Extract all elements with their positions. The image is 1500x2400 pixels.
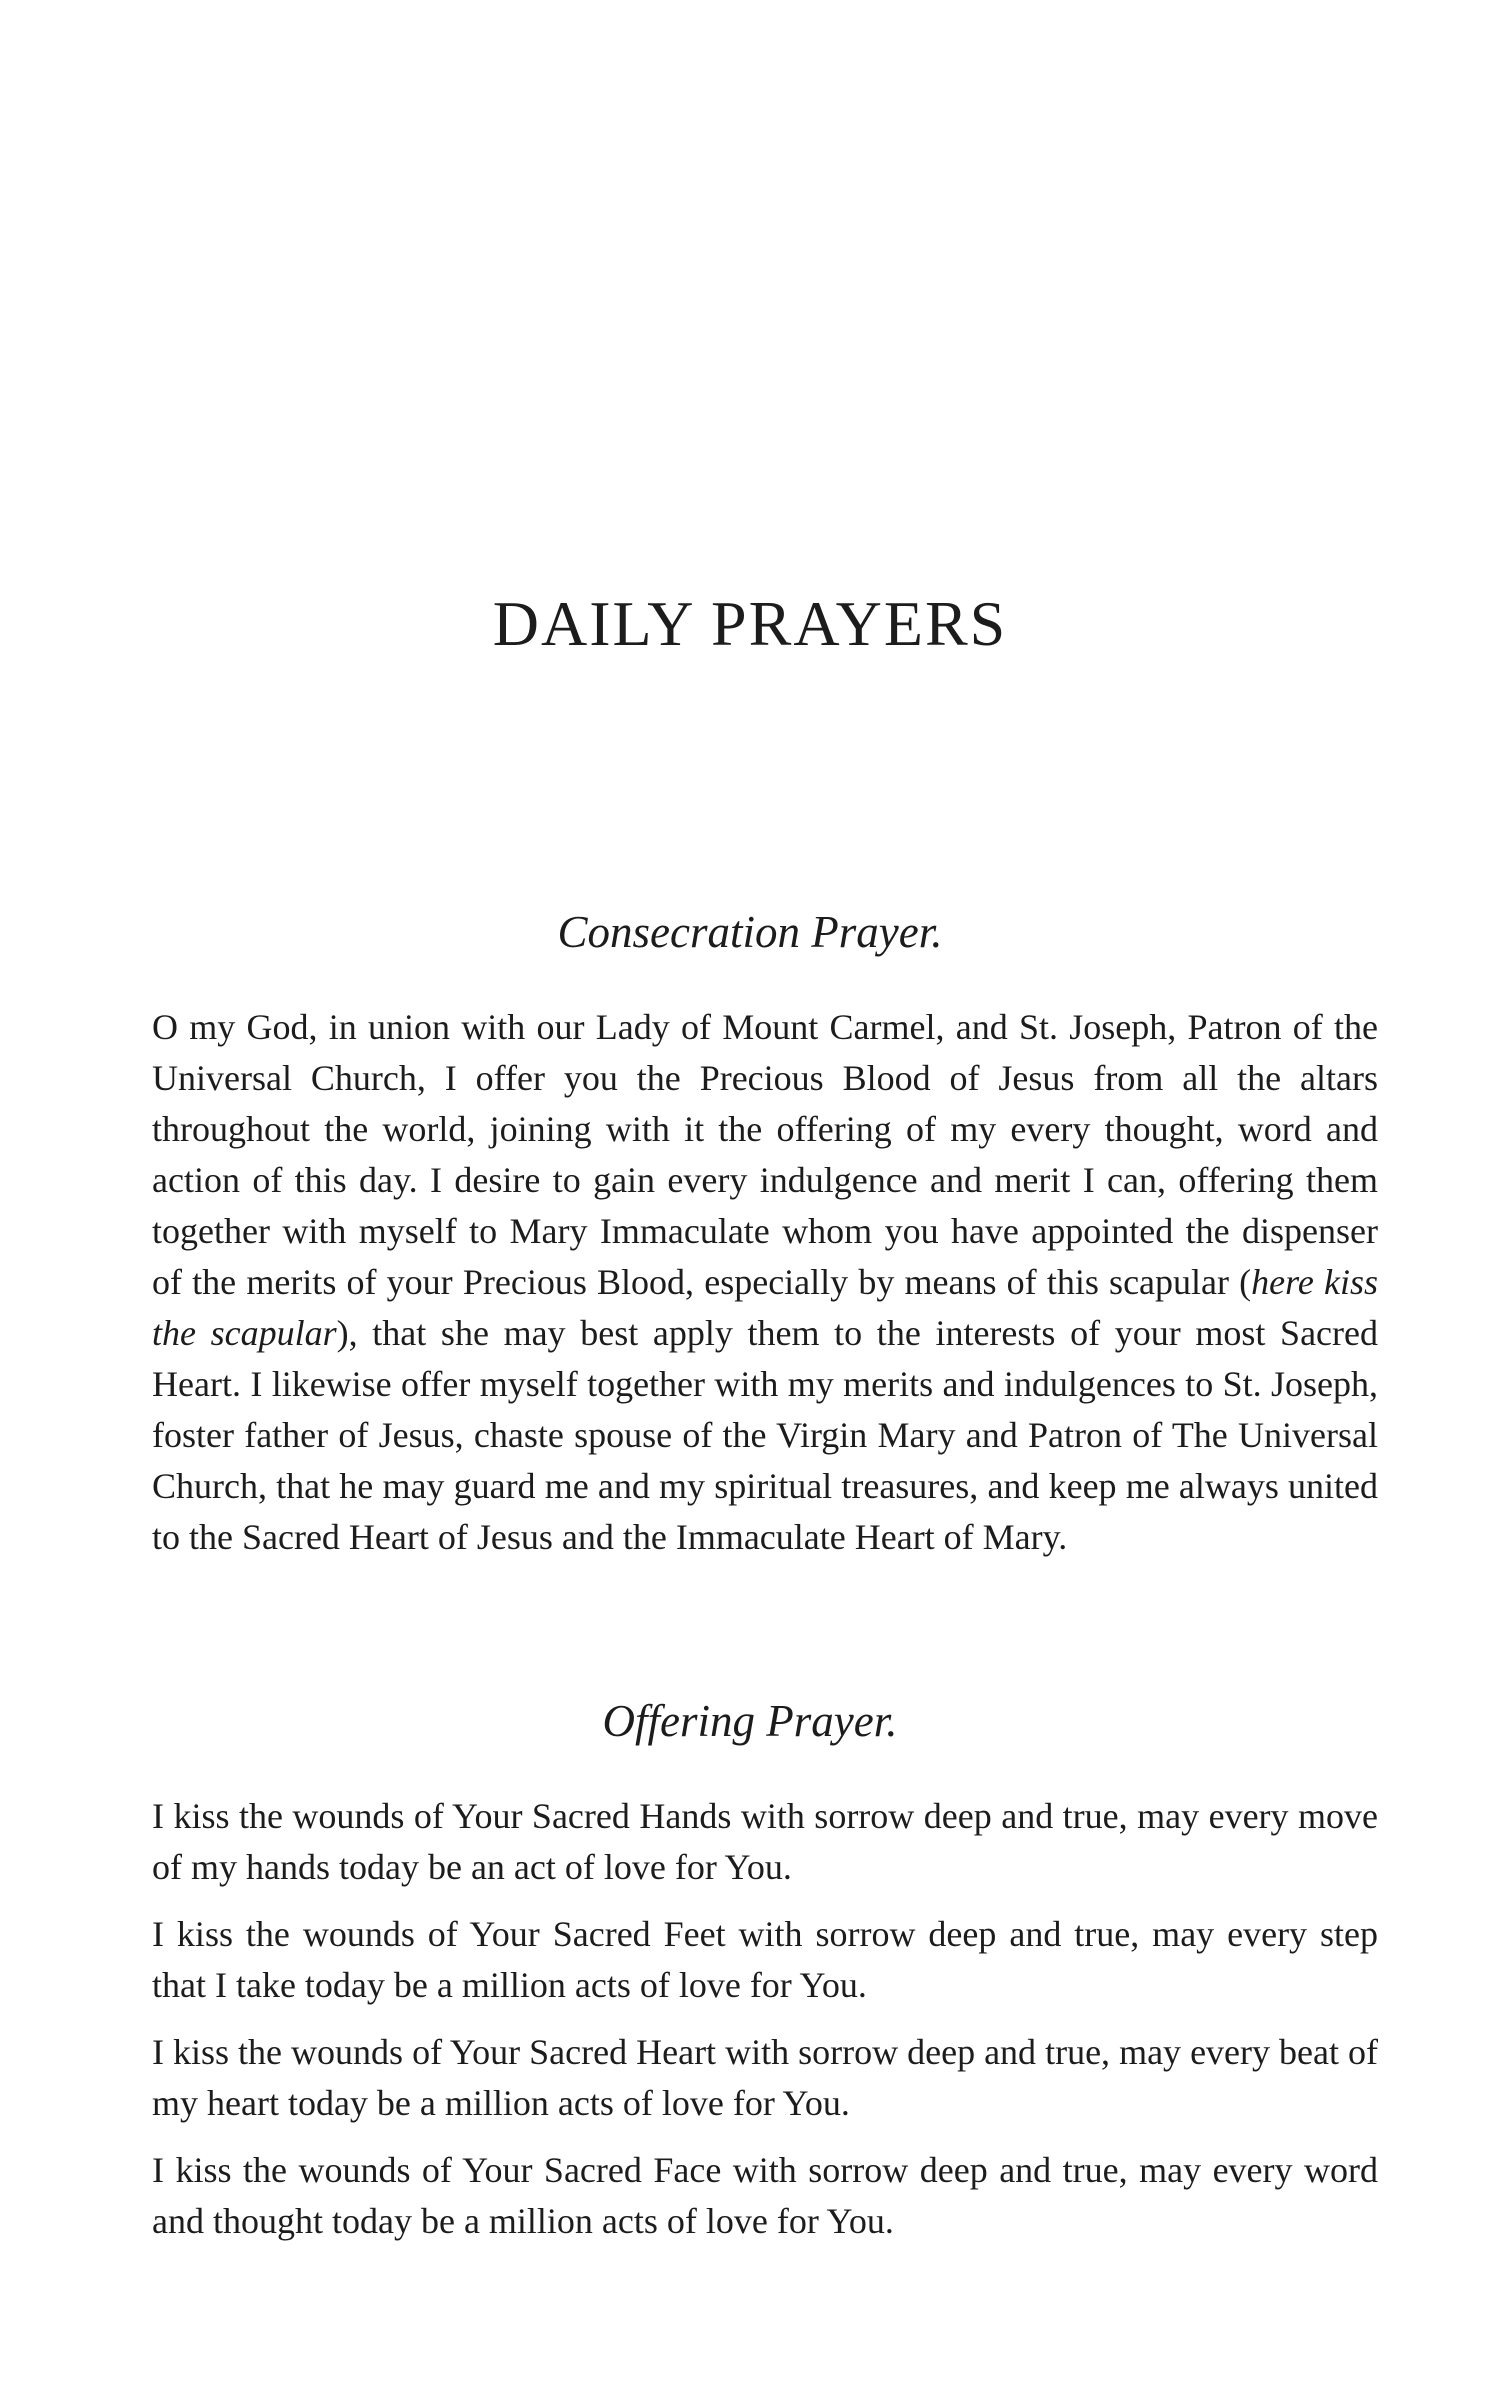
consecration-prayer-text — [152, 1002, 1378, 1563]
offering-paragraph-heart: I kiss the wounds of Your Sacred Heart with sorrow deep and true, may every beat of my heart today be a million acts of love for You. — [152, 2032, 1378, 2123]
offering-prayer-heading: Offering Prayer. — [602, 1696, 898, 1746]
consecration-prayer-heading: Consecration Prayer. — [557, 907, 943, 957]
consecration-text-part2: ), that she may best apply them to the interests of your most Sacred Heart. I likewise offer myself together with my merits and indulgences to St. Joseph, foster father of Jesus, chaste spouse of the Virgin Mary and Patron of The Universal Church, that he may guard me and my spiritual treasures, and keep me always united to the Sacred Heart of Jesus and the Immaculate Heart of Mary. — [152, 1313, 1378, 1557]
offering-paragraph-feet: I kiss the wounds of Your Sacred Feet with sorrow deep and true, may every step that I take today be a million acts of love for You. — [152, 1914, 1378, 2005]
page-title: DAILY PRAYERS — [492, 588, 1008, 659]
offering-paragraph-face: I kiss the wounds of Your Sacred Face with sorrow deep and true, may every word and thought today be a million acts of love for You. — [152, 2150, 1378, 2241]
offering-paragraph-hands: I kiss the wounds of Your Sacred Hands with sorrow deep and true, may every move of my hands today be an act of love for You. — [152, 1796, 1378, 1887]
offering-prayer-text — [152, 1791, 1378, 2263]
consecration-text-part1: O my God, in union with our Lady of Mount Carmel, and St. Joseph, Patron of the Universal Church, I offer you the Precious Blood of Jesus from all the altars throughout the world, joining with it the offering of my every thought, word and action of this day. I desire to gain every indulgence and merit I can, offering them together with myself to Mary Immaculate whom you have appointed the dispenser of the merits of your Precious Blood, especially by means of this scapular ( — [152, 1007, 1378, 1302]
consecration-rubric: here kiss the scapular — [152, 1262, 1378, 1353]
